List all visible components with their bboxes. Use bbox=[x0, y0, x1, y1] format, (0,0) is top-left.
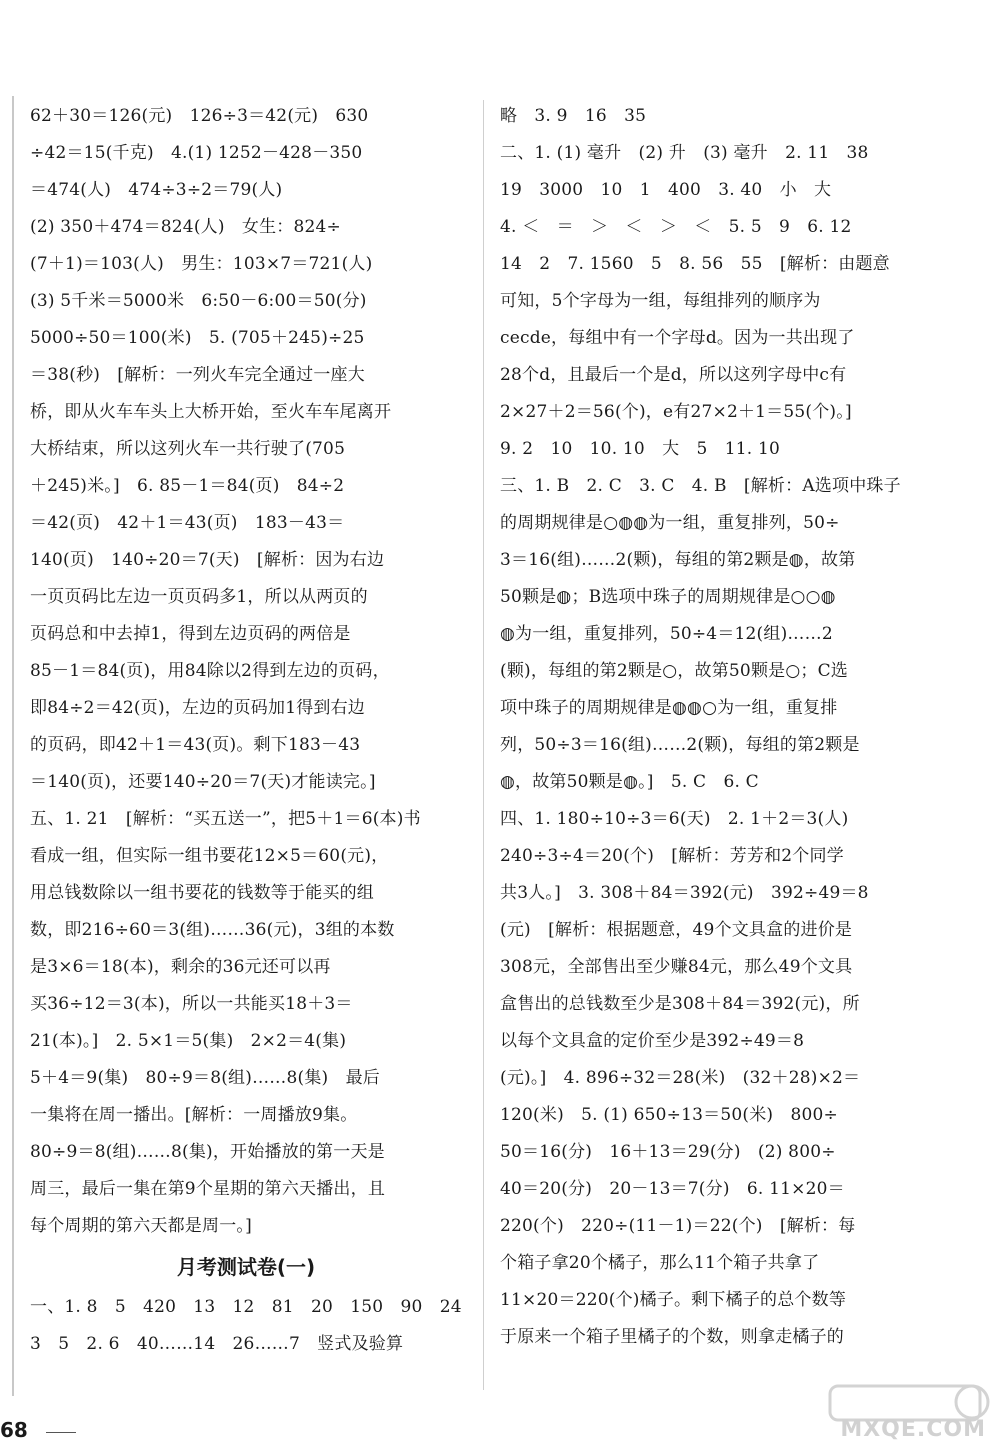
text-line: 盒售出的总钱数至少是308＋84＝392(元)，所 bbox=[500, 994, 860, 1014]
text-line: 数，即216÷60＝3(组)……36(元)，3组的本数 bbox=[30, 920, 395, 940]
text-line: (2) 350＋474＝824(人) 女生：824÷ bbox=[30, 217, 341, 237]
text-line: 看成一组，但实际一组书要花12×5＝60(元)， bbox=[30, 846, 389, 866]
text-line: 列，50÷3＝16(组)……2(颗)，每组的第2颗是 bbox=[500, 735, 860, 755]
text-line: 40＝20(分) 20－13＝7(分) 6. 11×20＝ bbox=[500, 1179, 845, 1199]
text-line: 3 5 2. 6 40……14 26……7 竖式及验算 bbox=[30, 1334, 404, 1354]
text-line: 以每个文具盒的定价至少是392÷49＝8 bbox=[500, 1031, 805, 1051]
text-line: 周三，最后一集在第9个星期的第六天播出，且 bbox=[30, 1179, 386, 1199]
text-line: 一、1. 8 5 420 13 12 81 20 150 90 24 bbox=[30, 1297, 462, 1317]
text-line: (颗)，每组的第2颗是○，故第50颗是○；C选 bbox=[500, 661, 848, 681]
text-line: 21(本)。] 2. 5×1＝5(集) 2×2＝4(集) bbox=[30, 1031, 347, 1051]
text-line: ◍为一组，重复排列，50÷4＝12(组)……2 bbox=[500, 624, 833, 644]
text-line: (元)。] 4. 896÷32＝28(米) (32＋28)×2＝ bbox=[500, 1068, 861, 1088]
text-line: 5＋4＝9(集) 80÷9＝8(组)……8(集) 最后 bbox=[30, 1068, 380, 1088]
section-title: 月考测试卷(一) bbox=[176, 1255, 316, 1279]
text-line: 五、1. 21 [解析：“买五送一”，把5＋1＝6(本)书 bbox=[30, 809, 421, 829]
text-line: 于原来一个箱子里橘子的个数，则拿走橘子的 bbox=[500, 1327, 844, 1347]
text-line: 大桥结束，所以这列火车一共行驶了(705 bbox=[30, 439, 346, 459]
text-line: 二、1. (1) 毫升 (2) 升 (3) 毫升 2. 11 38 bbox=[500, 143, 869, 163]
page-number: 68 bbox=[0, 1418, 28, 1442]
page-edge-rule bbox=[12, 96, 14, 1396]
text-line: 四、1. 180÷10÷3＝6(天) 2. 1＋2＝3(人) bbox=[500, 809, 849, 829]
text-line: 略 3. 9 16 35 bbox=[500, 106, 647, 126]
text-line: 共3人。] 3. 308＋84＝392(元) 392÷49＝8 bbox=[500, 883, 869, 903]
text-line: 28个d，且最后一个是d，所以这列字母中c有 bbox=[500, 365, 847, 385]
text-line: 85－1＝84(页)，用84除以2得到左边的页码， bbox=[30, 661, 390, 681]
text-line: 4. ＜ ＝ ＞ ＜ ＞ ＜ 5. 5 9 6. 12 bbox=[500, 217, 852, 237]
text-line: 9. 2 10 10. 10 大 5 11. 10 bbox=[500, 439, 781, 459]
text-line: cecde，每组中有一个字母d。因为一共出现了 bbox=[500, 328, 855, 348]
text-line: 62＋30＝126(元) 126÷3＝42(元) 630 bbox=[30, 106, 369, 126]
text-line: 120(米) 5. (1) 650÷13＝50(米) 800÷ bbox=[500, 1105, 838, 1125]
text-line: 14 2 7. 1560 5 8. 56 55 [解析：由题意 bbox=[500, 254, 890, 274]
text-line: 每个周期的第六天都是周一。] bbox=[30, 1216, 252, 1236]
text-line: 50＝16(分) 16＋13＝29(分) (2) 800÷ bbox=[500, 1142, 836, 1162]
text-line: 可知，5个字母为一组，每组排列的顺序为 bbox=[500, 291, 821, 311]
text-line: 页码总和中去掉1，得到左边页码的两倍是 bbox=[30, 624, 351, 644]
left-column bbox=[30, 98, 462, 1363]
text-line: ＋245)米。] 6. 85－1＝84(页) 84÷2 bbox=[30, 476, 345, 496]
text-line: 买36÷12＝3(本)，所以一共能买18＋3＝ bbox=[30, 994, 353, 1014]
text-line: 的周期规律是○◍◍为一组，重复排列，50÷ bbox=[500, 513, 840, 533]
text-line: (元) [解析：根据题意，49个文具盒的进价是 bbox=[500, 920, 853, 940]
text-line: 三、1. B 2. C 3. C 4. B [解析：A选项中珠子 bbox=[500, 476, 901, 496]
text-line: 即84÷2＝42(页)，左边的页码加1得到右边 bbox=[30, 698, 366, 718]
text-line: 是3×6＝18(本)，剩余的36元还可以再 bbox=[30, 957, 331, 977]
text-line: 的页码，即42＋1＝43(页)。剩下183－43 bbox=[30, 735, 361, 755]
text-line: (3) 5千米＝5000米 6:50－6:00＝50(分) bbox=[30, 291, 367, 311]
text-line: 2×27＋2＝56(个)，e有27×2＋1＝55(个)。] bbox=[500, 402, 852, 422]
text-line: ＝42(页) 42＋1＝43(页) 183－43＝ bbox=[30, 513, 345, 533]
watermark-text: MXQE.COM bbox=[840, 1417, 986, 1442]
text-line: 140(页) 140÷20＝7(天) [解析：因为右边 bbox=[30, 550, 385, 570]
text-line: 桥，即从火车车头上大桥开始，至火车车尾离开 bbox=[30, 402, 392, 422]
text-line: 50颗是◍；B选项中珠子的周期规律是○○◍ bbox=[500, 587, 836, 607]
text-line: 19 3000 10 1 400 3. 40 小 大 bbox=[500, 180, 832, 200]
text-line: ＝38(秒) [解析：一列火车完全通过一座大 bbox=[30, 365, 365, 385]
text-line: ＝474(人) 474÷3÷2＝79(人) bbox=[30, 180, 283, 200]
right-column bbox=[500, 98, 932, 1356]
text-line: ÷42＝15(千克) 4.(1) 1252－428－350 bbox=[30, 143, 363, 163]
text-line: 5000÷50＝100(米) 5. (705＋245)÷25 bbox=[30, 328, 365, 348]
column-divider bbox=[483, 100, 484, 1390]
page-number-rule bbox=[46, 1432, 76, 1433]
text-line: 3＝16(组)……2(颗)，每组的第2颗是◍，故第 bbox=[500, 550, 856, 570]
text-line: 308元，全部售出至少赚84元，那么49个文具 bbox=[500, 957, 853, 977]
text-line: ◍，故第50颗是◍。] 5. C 6. C bbox=[500, 772, 759, 792]
text-line: 220(个) 220÷(11－1)＝22(个) [解析：每 bbox=[500, 1216, 856, 1236]
text-line: (7＋1)＝103(人) 男生：103×7＝721(人) bbox=[30, 254, 373, 274]
text-line: 240÷3÷4＝20(个) [解析：芳芳和2个同学 bbox=[500, 846, 844, 866]
text-line: 一集将在周一播出。[解析：一周播放9集。 bbox=[30, 1105, 358, 1125]
text-line: 11×20＝220(个)橘子。剩下橘子的总个数等 bbox=[500, 1290, 847, 1310]
text-line: ＝140(页)，还要140÷20＝7(天)才能读完。] bbox=[30, 772, 376, 792]
watermark-logo bbox=[800, 1380, 1000, 1450]
text-line: 一页页码比左边一页页码多1，所以从两页的 bbox=[30, 587, 368, 607]
text-line: 80÷9＝8(组)……8(集)，开始播放的第一天是 bbox=[30, 1142, 385, 1162]
text-line: 项中珠子的周期规律是◍◍○为一组，重复排 bbox=[500, 698, 838, 718]
text-line: 用总钱数除以一组书要花的钱数等于能买的组 bbox=[30, 883, 374, 903]
text-line: 个箱子拿20个橘子，那么11个箱子共拿了 bbox=[500, 1253, 820, 1273]
